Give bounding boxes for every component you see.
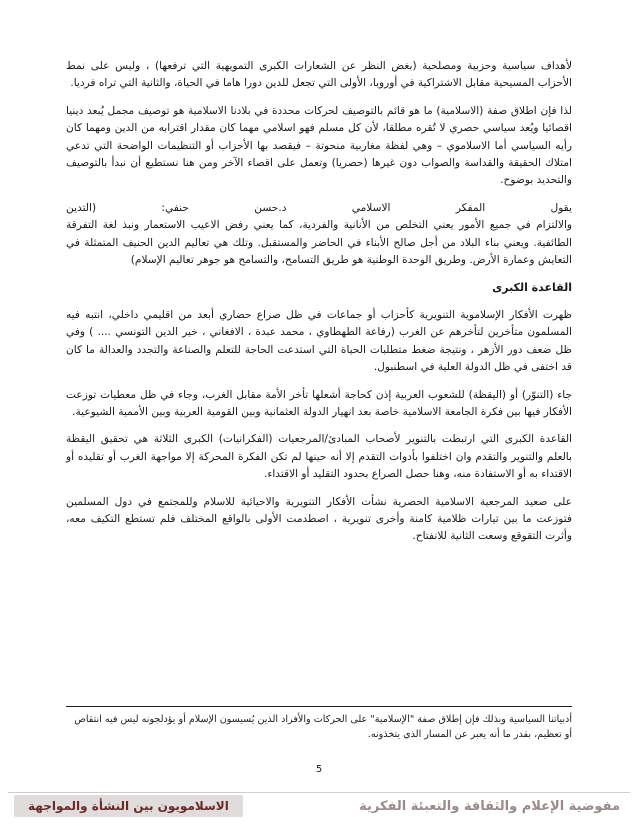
paragraph-4: ظهرت الأفكار الإسلاموية التنويرية كأحزاب أو جماعات في ظل صراع حضاري أبعد من اقليمي داخلي، انتبه فيه المسلمون متأخرين لتأخرهم عن الغرب (رفاعة الطهطاوي ، محمد عبدة ، الافغاني ، خير الدين التونسي .... ) وفي ظل ضعف دور الأزهر ، ونتيجة ضغط متطلبات الحياة التي استدعت الحاجة للتعلم والصناعة والتجدد والعدالة ما كان قد اختفى في ظل الدولة العلية في اسطنبول.: [66, 308, 572, 374]
quote-word-4: د.حسن: [254, 201, 287, 214]
quote-word-5: حنفي:: [161, 201, 189, 214]
quote-word-3: الاسلامي: [351, 201, 391, 214]
page-footer: [8, 792, 630, 819]
quote-word-6: (التدين: [66, 201, 97, 214]
footnote: أدبياتنا السياسية وبذلك فإن إطلاق صفة "الإسلامية" على الحركات والأفراد الذين يُسيسون الإسلام أو يؤدلجونه ليس فيه انتقاص أو تعظيم، بقدر ما أنه يعبر عن المسار الذي يتخذونه.: [74, 714, 572, 740]
paragraph-7: على صعيد المرجعية الاسلامية الحصرية نشأت الأفكار التنويرية والاحيائية للاسلام وللمجتمع في دول المسلمين فتوزعت ما بين تيارات ظلامية كامنة وأخرى تنويرية ، اصطدمت الأولى بالواقع المختلف فلم تستطع التكيف معه، وأثرت التقوقع وسعت الثانية للانفتاح.: [66, 495, 572, 543]
footnote-divider: [66, 706, 572, 707]
body-text: [66, 58, 572, 556]
page-number: 5: [315, 764, 323, 775]
paragraph-3: والالتزام في جميع الأمور يعني التخلص من الأنانية والفردية، كما يعني رفض الاعيب الاستعمار ونبذ لغة التفرقة الطائفية. ويعني بناء البلاد من أجل صالح الأبناء في الحاضر والمستقبل. وتلك هي تعاليم الدين الحنيف المتمثلة في التعايش وعمارة الأرض. وطريق الوحدة الوطنية هو طريق التسامح، والتسامح هو جوهر تعاليم الإسلام): [66, 219, 572, 267]
paragraph-5: جاء (التنوّر) أو (اليقظة) للشعوب العربية إذن كحاجة أشعلها تأخر الأمة مقابل الغرب، وجاء في ظل معطيات توزعت الأفكار فيها بين فكرة الجامعة الاسلامية خاصة بعد انهيار الدولة العثمانية وبين القومية العربية وبين الأممية الشيوعية.: [66, 388, 572, 418]
footer-doc-title: الاسلامويون بين النشأة والمواجهة: [14, 795, 243, 817]
quote-word-1: يقول: [550, 201, 572, 214]
section-heading: القاعدة الكبرى: [492, 281, 572, 295]
paragraph-2: لذا فإن اطلاق صفة (الاسلامية) ما هو قائم بالتوصيف لحركات محددة في بلادنا الاسلامية هو توصيف مجمل يُبعد دينيا اقصائيا ويُعد سياسي حصري لا تُقره مطلقا، لأن كل مسلم فهو اسلامي مهما كان مقدار اقترابه من الدين ومهما كان رأيه السياسي أما الاسلاموي – وهي لفظة مغاربية منحوتة – فيقصد بها الأحزاب أو التنظيمات الواضحة التي تدعي امتلاك الحقيقة والقداسة والصواب دون غيرها (حصريا) وتعمل على اقصاء الآخر ومن هنا نستطيع أن نبدأ بالتوصيف والتحديد بوضوح.: [66, 104, 572, 187]
footer-org-title: مفوضية الإعلام والثقافة والتعبئة الفكرية: [359, 798, 620, 814]
paragraph-1: لأهداف سياسية وحزبية ومصلحية (بغض النظر عن الشعارات الكبرى التمويهية التي ترفعها) ، وليس على نمط الأحزاب المسيحية مقابل الاشتراكية في أوروبا، الأولى التي تجعل للدين دورا هاما في الحياة، والثانية التي تراه فرديا.: [66, 60, 572, 90]
quote-word-2: المفكر: [455, 201, 486, 214]
quote-intro-line: [66, 200, 572, 217]
paragraph-6: القاعدة الكبرى التي ارتبطت بالتنوير لأصحاب المبادئ/المرجعيات (الفكرانيات) الكبرى الثلاثة هي تحقيق اليقظة بالعلم والتنوير والتقدم وان اختلفوا بأدوات التقدم إلا أنه حينها لم تكن الفكرة المحركة إلا مواجهة الغرب أو تقليده أو الاقتداء به أو الاستفادة منه، وهنا حصل الصراع بحدود التقليد أو الاقتداء.: [66, 433, 572, 481]
